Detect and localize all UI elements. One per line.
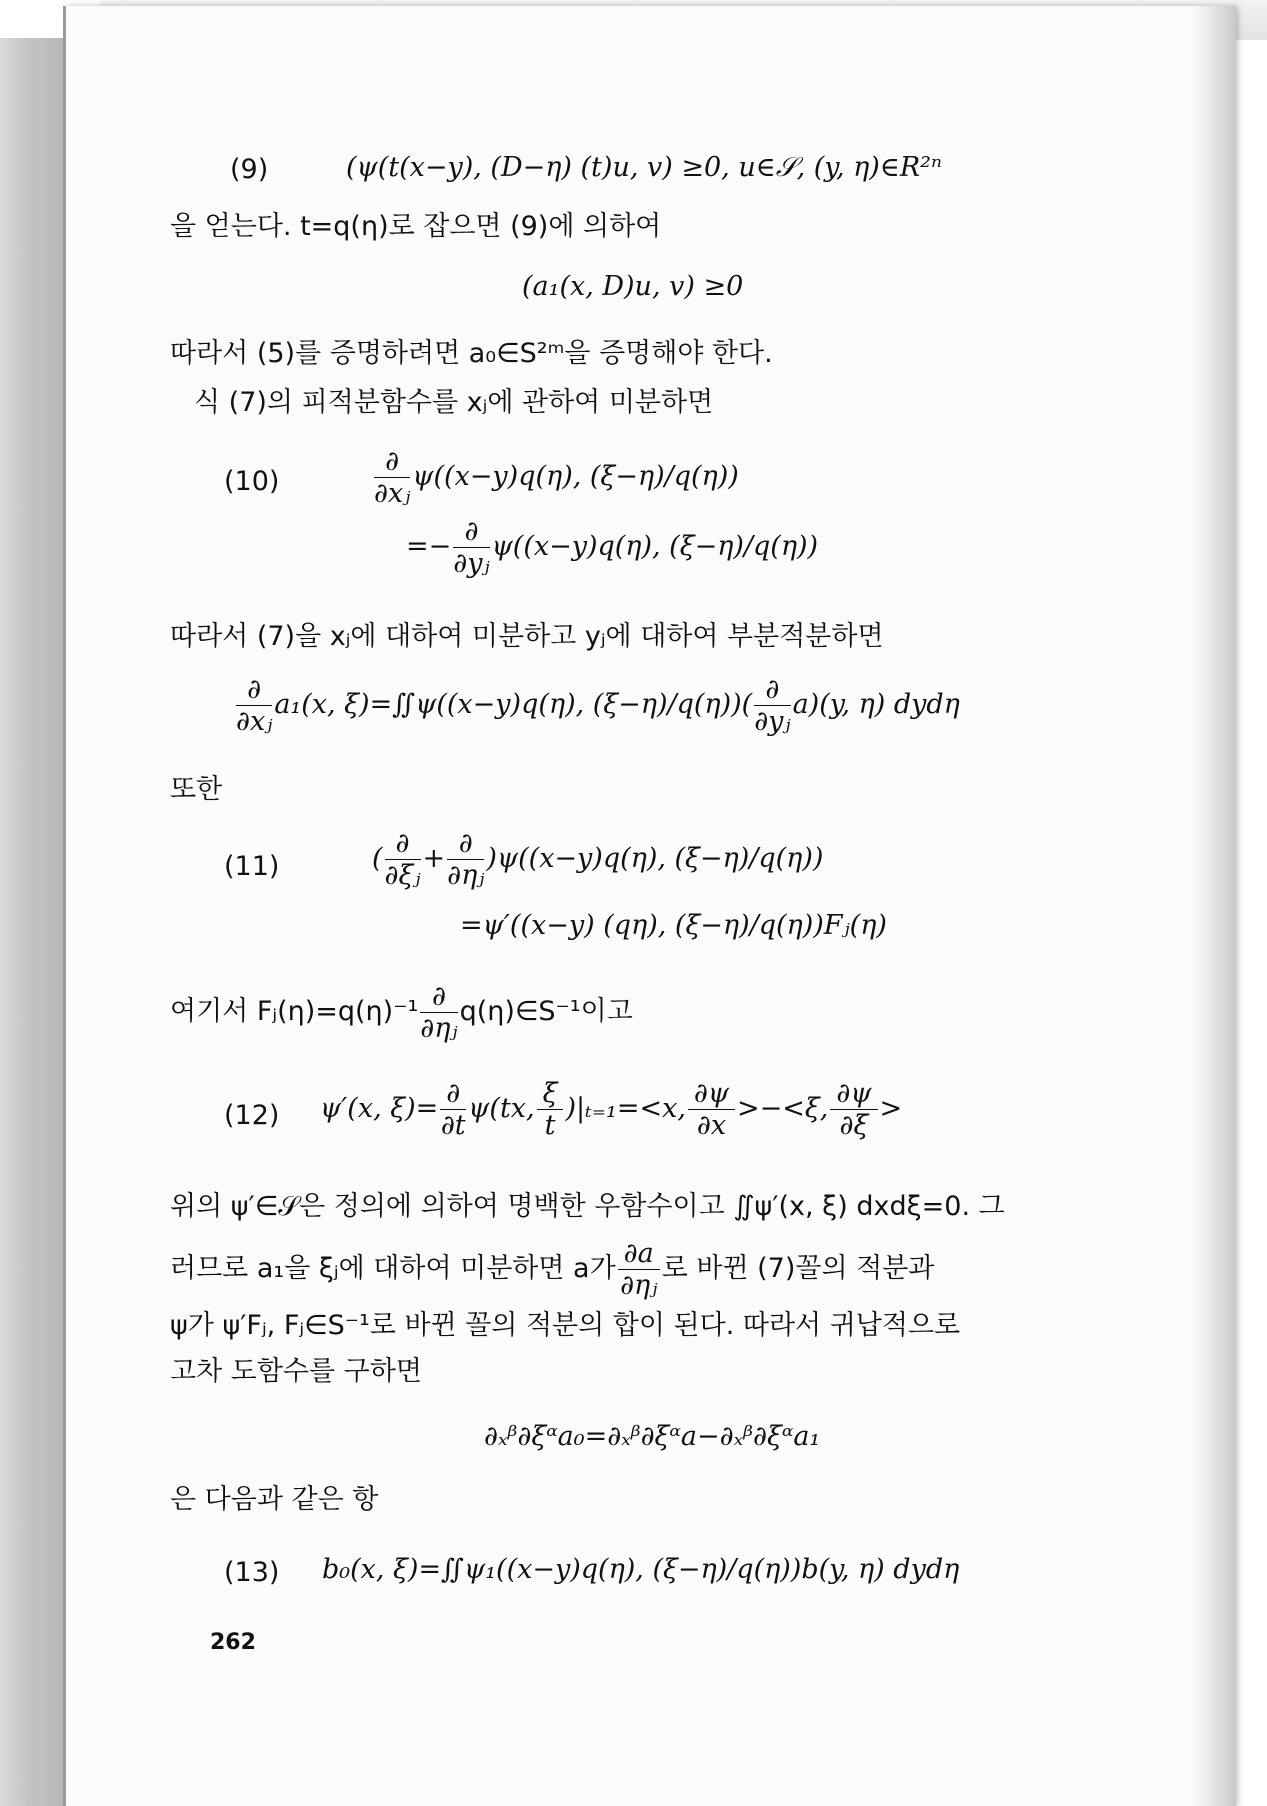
paragraph-line-2: 따라서 (5)를 증명하려면 a₀∈S²ᵐ을 증명해야 한다. bbox=[170, 338, 773, 369]
paragraph-line-7: 위의 ψ′∈𝒮은 정의에 의하여 명백한 우함수이고 ∬ψ′(x, ξ) dxdξ=0. 그 bbox=[170, 1191, 1005, 1222]
paragraph-line-1: 을 얻는다. t=q(η)로 잡으면 (9)에 의하여 bbox=[170, 211, 662, 242]
equation-12: ψ′(x, ξ)= $\frac{\partial}{\partial t}$ ψ(tx, $\frac{\xi}{t}$ )|ₜ₌₁=<x, $\frac{\partial\psi}{\partial x}$ >−<ξ, $\frac{\partial\psi}{\partial\xi}$ > bbox=[320, 1078, 903, 1142]
partial-fraction: $\frac{\partial}{\text{∂ηⱼ}}$ bbox=[447, 828, 485, 892]
page-edge-shadow bbox=[1192, 6, 1236, 1806]
equation-10-line-1: $\frac{\partial}{\text{∂xⱼ}}$ ψ((x−y)q(η), (ξ−η)/q(η)) bbox=[374, 446, 739, 510]
fraction: $\frac{\xi}{t}$ bbox=[537, 1078, 564, 1141]
paragraph-line-11: 은 다음과 같은 항 bbox=[170, 1484, 379, 1515]
equation-12-label: (12) bbox=[224, 1100, 280, 1131]
display-equation-1: (a₁(x, D)u, v) ≥0 bbox=[522, 271, 744, 302]
page-number: 262 bbox=[210, 1630, 256, 1655]
partial-fraction: $\frac{\partial}{\partial t}$ bbox=[440, 1078, 466, 1142]
equation-13: b₀(x, ξ)=∬ψ₁((x−y)q(η), (ξ−η)/q(η))b(y, η) dydη bbox=[322, 1554, 960, 1585]
equation-9: (ψ(t(x−y), (D−η) (t)u, v) ≥0, u∈𝒮, (y, η)∈R²ⁿ bbox=[346, 152, 942, 183]
partial-fraction: $\frac{\partial\psi}{\partial\xi}$ bbox=[830, 1078, 877, 1141]
partial-fraction: $\frac{\partial}{\text{∂ξⱼ}}$ bbox=[384, 828, 421, 892]
equation-9-label: (9) bbox=[230, 154, 269, 185]
partial-fraction: $\frac{\partial}{\text{∂xⱼ}}$ bbox=[236, 674, 273, 738]
paragraph-line-10: 고차 도함수를 구하면 bbox=[170, 1356, 422, 1387]
partial-fraction: $\frac{\partial a}{\text{∂ηⱼ}}$ bbox=[618, 1238, 660, 1301]
equation-10-line-2: =− $\frac{\partial}{\text{∂yⱼ}}$ ψ((x−y)q(η), (ξ−η)/q(η)) bbox=[406, 516, 819, 580]
partial-fraction: $\frac{\partial\psi}{\partial x}$ bbox=[688, 1078, 735, 1141]
equation-11-line-2: =ψ′((x−y) (qη), (ξ−η)/q(η))Fⱼ(η) bbox=[460, 910, 887, 941]
equation-13-label: (13) bbox=[224, 1557, 280, 1588]
partial-fraction: $\frac{\partial}{\text{∂xⱼ}}$ bbox=[374, 446, 411, 510]
partial-fraction: $\frac{\partial}{\text{∂ηⱼ}}$ bbox=[420, 981, 458, 1045]
equation-11-line-1: ( $\frac{\partial}{\text{∂ξⱼ}}$ + $\frac{\partial}{\text{∂ηⱼ}}$ )ψ((x−y)q(η), (ξ−η)/q(η)) bbox=[372, 828, 824, 892]
equation-10-label: (10) bbox=[224, 466, 280, 497]
paragraph-line-8: 러므로 a₁을 ξⱼ에 대하여 미분하면 a가 $\frac{\partial a}{\text{∂ηⱼ}}$ 로 바뀐 (7)꼴의 적분과 bbox=[170, 1238, 935, 1302]
paragraph-line-3: 식 (7)의 피적분함수를 xⱼ에 관하여 미분하면 bbox=[194, 387, 714, 418]
paragraph-line-6: 여기서 Fⱼ(η)=q(η)⁻¹ $\frac{\partial}{\text{∂ηⱼ}}$ q(η)∈S⁻¹이고 bbox=[170, 981, 633, 1045]
equation-11-label: (11) bbox=[224, 851, 280, 882]
paragraph-line-4: 따라서 (7)을 xⱼ에 대하여 미분하고 yⱼ에 대하여 부분적분하면 bbox=[170, 621, 884, 652]
paragraph-line-5: 또한 bbox=[170, 774, 223, 805]
partial-fraction: $\frac{\partial}{\text{∂yⱼ}}$ bbox=[754, 674, 791, 738]
display-equation-2: $\frac{\partial}{\text{∂xⱼ}}$ a₁(x, ξ)=∬ψ((x−y)q(η), (ξ−η)/q(η))( $\frac{\partial}{\text{∂yⱼ}}$ a)(y, η) dydη bbox=[236, 674, 960, 738]
book-page bbox=[66, 6, 1236, 1806]
book-spine bbox=[0, 38, 72, 1806]
display-equation-3: ∂ₓᵝ∂ξᵅa₀=∂ₓᵝ∂ξᵅa−∂ₓᵝ∂ξᵅa₁ bbox=[484, 1421, 821, 1452]
partial-fraction: $\frac{\partial}{\text{∂yⱼ}}$ bbox=[453, 516, 490, 580]
paragraph-line-9: ψ가 ψ′Fⱼ, Fⱼ∈S⁻¹로 바뀐 꼴의 적분의 합이 된다. 따라서 귀납적으로 bbox=[170, 1310, 961, 1341]
